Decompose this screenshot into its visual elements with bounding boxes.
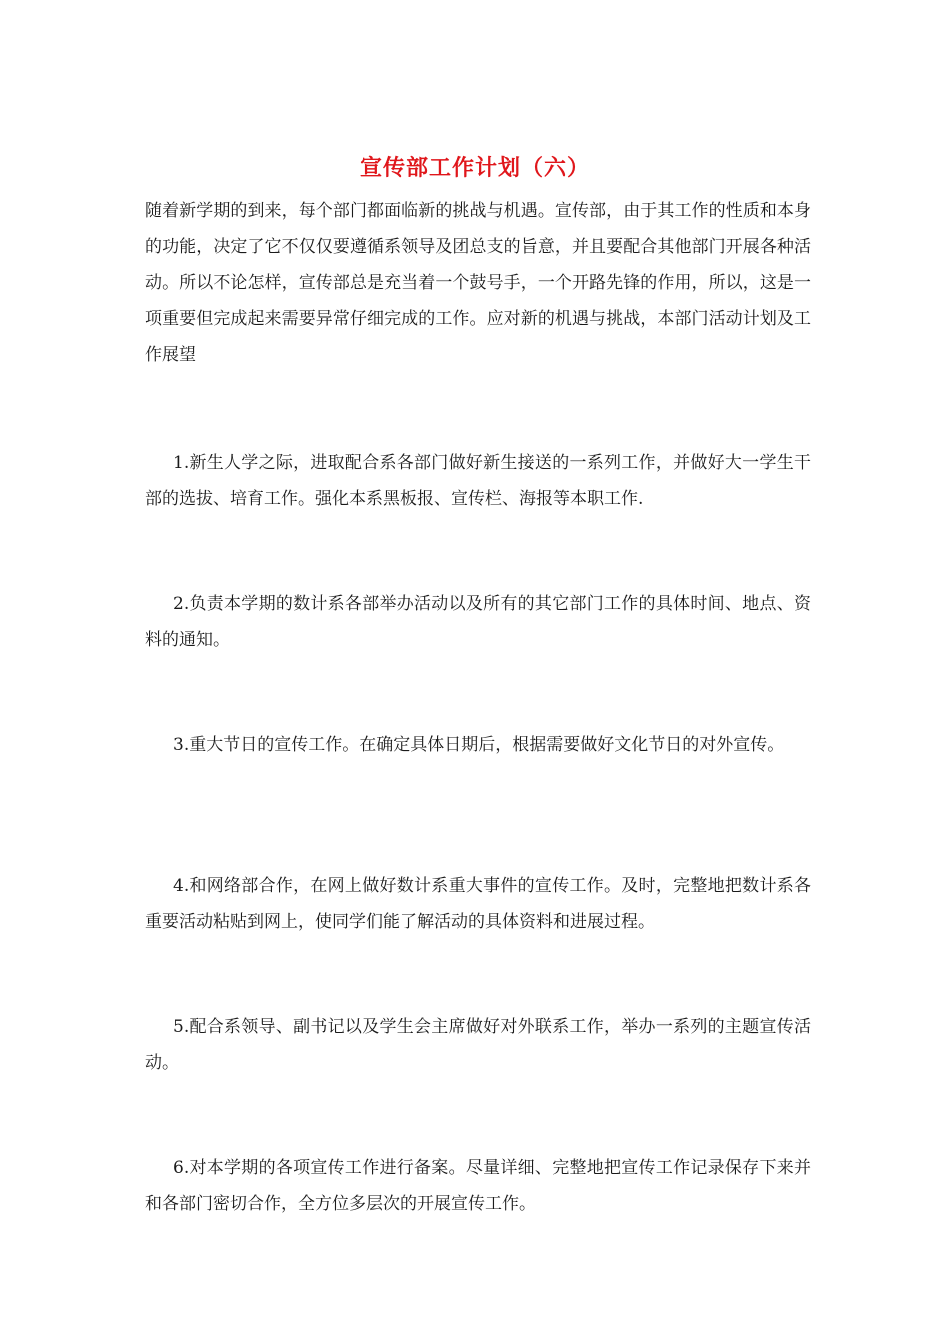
plan-item-4: 4.和网络部合作，在网上做好数计系重大事件的宣传工作。及时，完整地把数计系各重要活动粘贴到网上，使同学们能了解活动的具体资料和进展过程。 [145,876,811,932]
plan-item-1: 1.新生人学之际，进取配合系各部门做好新生接送的一系列工作，并做好大一学生干部的选拔、培育工作。强化本系黑板报、宣传栏、海报等本职工作. [145,453,811,509]
document-title: 宣传部工作计划（六） [359,155,590,181]
plan-item-6: 6.对本学期的各项宣传工作进行备案。尽量详细、完整地把宣传工作记录保存下来并和各部门密切合作，全方位多层次的开展宣传工作。 [145,1158,811,1214]
plan-item-2: 2.负责本学期的数计系各部举办活动以及所有的其它部门工作的具体时间、地点、资料的通知。 [145,594,811,650]
plan-item-5: 5.配合系领导、副书记以及学生会主席做好对外联系工作，举办一系列的主题宣传活动。 [145,1017,811,1073]
intro-paragraph: 随着新学期的到来，每个部门都面临新的挑战与机遇。宣传部，由于其工作的性质和本身的功能，决定了它不仅仅要遵循系领导及团总支的旨意，并且要配合其他部门开展各种活动。所以不论怎样，宣传部总是充当着一个鼓号手，一个开路先锋的作用，所以，这是一项重要但完成起来需要异常仔细完成的工作。应对新的机遇与挑战，本部门活动计划及工作展望 [145,201,811,365]
plan-item-3: 3.重大节日的宣传工作。在确定具体日期后，根据需要做好文化节日的对外宣传。 [173,735,785,755]
